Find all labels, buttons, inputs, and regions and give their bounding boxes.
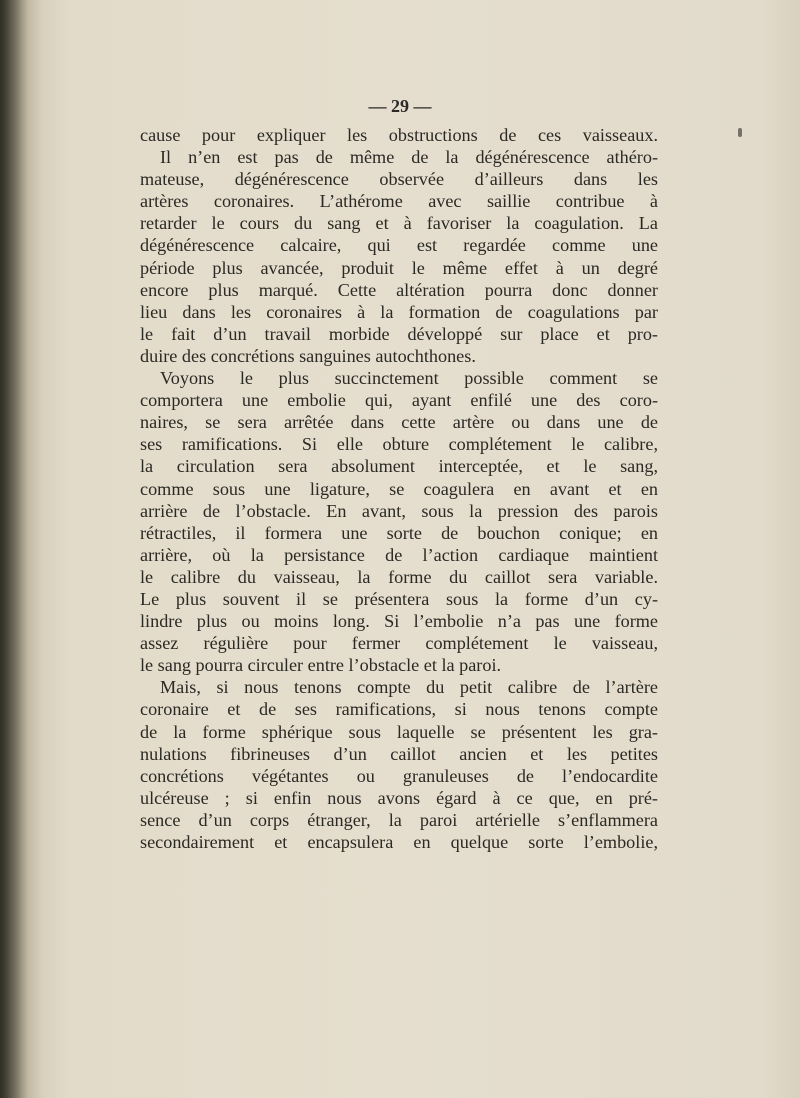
text-line: Le plus souvent il se présentera sous la forme d’un cy- <box>140 588 658 609</box>
body-text <box>140 124 658 853</box>
text-line: Il n’en est pas de même de la dégénérescence athéro- <box>160 147 658 168</box>
text-line: retarder le cours du sang et à favoriser la coagulation. La <box>140 213 658 234</box>
text-line: comme sous une ligature, se coagulera en avant et en <box>140 478 658 499</box>
text-line: la circulation sera absolument interceptée, et le sang, <box>140 456 658 477</box>
text-line: coronaire et de ses ramifications, si nous tenons compte <box>140 699 658 720</box>
text-line: de la forme sphérique sous laquelle se présentent les gra- <box>140 721 658 742</box>
text-line: nulations fibrineuses d’un caillot ancien et les petites <box>140 743 658 764</box>
text-line: le calibre du vaisseau, la forme du caillot sera variable. <box>140 566 658 587</box>
binding-shadow <box>0 0 28 1098</box>
text-line: lindre plus ou moins long. Si l’embolie n’a pas une forme <box>140 611 658 632</box>
page-number: — 29 — <box>368 96 432 116</box>
text-line: arrière, où la persistance de l’action cardiaque maintient <box>140 544 658 565</box>
text-line: le fait d’un travail morbide développé sur place et pro- <box>140 323 658 344</box>
paper-spot <box>738 128 742 137</box>
text-line: ses ramifications. Si elle obture complétement le calibre, <box>140 434 658 455</box>
text-line: duire des concrétions sanguines autochthones. <box>140 345 476 366</box>
text-line: Voyons le plus succinctement possible comment se <box>160 368 658 389</box>
text-line: lieu dans les coronaires à la formation de coagulations par <box>140 301 658 322</box>
text-line: ulcéreuse ; si enfin nous avons égard à ce que, en pré- <box>140 787 658 808</box>
text-line: assez régulière pour fermer complétement le vaisseau, <box>140 633 658 654</box>
text-line: rétractiles, il formera une sorte de bouchon conique; en <box>140 522 658 543</box>
text-line: arrière de l’obstacle. En avant, sous la pression des parois <box>140 500 658 521</box>
text-line: dégénérescence calcaire, qui est regardée comme une <box>140 235 658 256</box>
text-line: comportera une embolie qui, ayant enfilé une des coro- <box>140 390 658 411</box>
text-line: concrétions végétantes ou granuleuses de l’endocardite <box>140 765 658 786</box>
text-line: secondairement et encapsulera en quelque sorte l’embolie, <box>140 832 658 852</box>
text-line: naires, se sera arrêtée dans cette artère ou dans une de <box>140 412 658 433</box>
text-line: le sang pourra circuler entre l’obstacle et la paroi. <box>140 655 502 676</box>
text-line: période plus avancée, produit le même effet à un degré <box>140 257 658 278</box>
text-line: Mais, si nous tenons compte du petit calibre de l’artère <box>160 677 658 698</box>
text-line: artères coronaires. L’athérome avec saillie contribue à <box>140 191 658 212</box>
text-line: encore plus marqué. Cette altération pourra donc donner <box>140 279 658 300</box>
text-line: cause pour expliquer les obstructions de ces vaisseaux. <box>140 125 658 145</box>
text-line: sence d’un corps étranger, la paroi artérielle s’enflammera <box>140 809 658 830</box>
text-line: mateuse, dégénérescence observée d’ailleurs dans les <box>140 169 658 190</box>
